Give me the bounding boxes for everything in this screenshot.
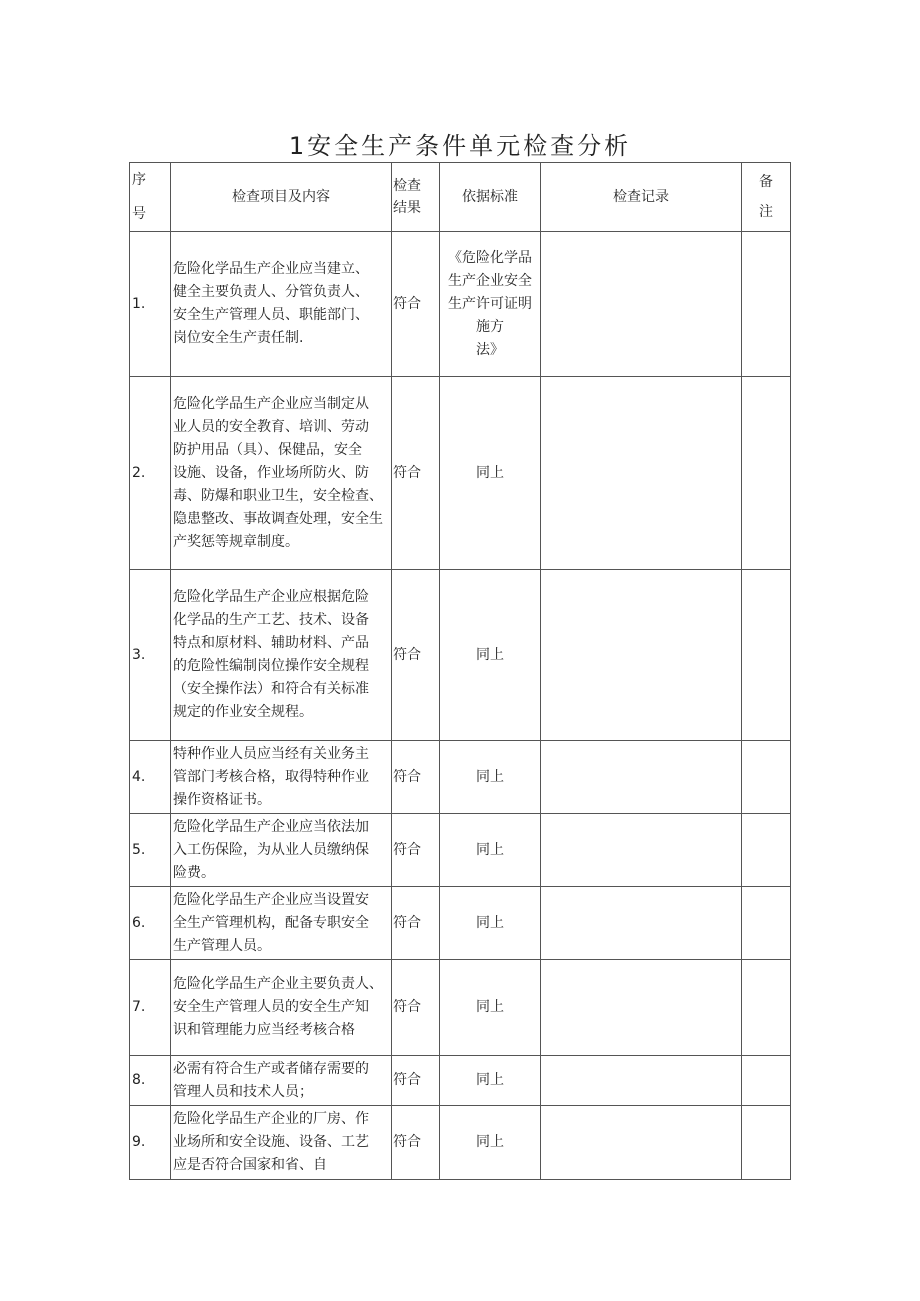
standard-line: 同上 bbox=[476, 999, 504, 1015]
item-line: 岗位安全生产责任制. bbox=[173, 330, 304, 346]
cell-item bbox=[171, 887, 392, 960]
table-header-row bbox=[130, 163, 791, 232]
cell-record bbox=[541, 1056, 742, 1106]
cell-record bbox=[541, 814, 742, 887]
cell-no: 3. bbox=[130, 570, 171, 741]
cell-no: 2. bbox=[130, 377, 171, 570]
item-line: 危险化学品生产企业应当设置安 bbox=[173, 891, 369, 908]
cell-no: 6. bbox=[130, 887, 171, 960]
cell-item bbox=[171, 570, 392, 741]
item-line: 全生产管理机构，配备专职安全 bbox=[173, 914, 369, 931]
standard-line: 同上 bbox=[476, 1072, 504, 1088]
cell-result: 符合 bbox=[392, 960, 440, 1056]
item-line: 产奖惩等规章制度。 bbox=[173, 533, 299, 550]
cell-standard bbox=[440, 377, 541, 570]
item-line: 危险化学品生产企业应当制定从 bbox=[173, 395, 369, 412]
standard-line: 同上 bbox=[476, 841, 504, 858]
standard-line: 《危险化学品 bbox=[448, 249, 532, 266]
table-row bbox=[130, 814, 791, 887]
cell-item bbox=[171, 1106, 392, 1180]
header-record: 检查记录 bbox=[541, 163, 742, 232]
item-line: 毒、防爆和职业卫生，安全检查、 bbox=[173, 487, 383, 504]
cell-item bbox=[171, 232, 392, 377]
header-standard: 依据标准 bbox=[440, 163, 541, 232]
cell-standard bbox=[440, 1056, 541, 1106]
item-line: 生产管理人员。 bbox=[173, 937, 271, 954]
standard-line: 同上 bbox=[476, 914, 504, 931]
cell-note bbox=[742, 1056, 791, 1106]
cell-record bbox=[541, 377, 742, 570]
item-line: 必需有符合生产或者储存需要的 bbox=[173, 1060, 369, 1077]
cell-item bbox=[171, 1056, 392, 1106]
cell-item bbox=[171, 814, 392, 887]
cell-record bbox=[541, 232, 742, 377]
cell-result: 符合 bbox=[392, 232, 440, 377]
item-line: 识和管理能力应当经考核合格 bbox=[173, 1022, 355, 1038]
item-line: 业场所和安全设施、设备、工艺 bbox=[173, 1134, 369, 1150]
item-line: 隐患整改、事故调查处理，安全生 bbox=[173, 510, 383, 527]
header-note: 备 注 bbox=[742, 163, 791, 232]
standard-line: 法》 bbox=[476, 341, 504, 358]
table-row bbox=[130, 887, 791, 960]
item-line: 危险化学品生产企业应根据危险 bbox=[173, 589, 369, 605]
inspection-table bbox=[129, 162, 791, 1180]
item-line: 危险化学品生产企业应当依法加 bbox=[173, 818, 369, 835]
cell-record bbox=[541, 1106, 742, 1180]
cell-result: 符合 bbox=[392, 377, 440, 570]
page-title: 1安全生产条件单元检查分析 bbox=[288, 132, 632, 160]
cell-no: 1. bbox=[130, 232, 171, 377]
standard-line: 同上 bbox=[476, 768, 504, 785]
standard-line: 生产企业安全 bbox=[448, 272, 532, 289]
cell-result: 符合 bbox=[392, 887, 440, 960]
table-row bbox=[130, 1056, 791, 1106]
cell-note bbox=[742, 232, 791, 377]
table-row bbox=[130, 232, 791, 377]
header-item: 检查项目及内容 bbox=[171, 163, 392, 232]
item-line: 化学品的生产工艺、技术、设备 bbox=[173, 612, 369, 628]
cell-record bbox=[541, 570, 742, 741]
standard-line: 同上 bbox=[476, 646, 504, 663]
cell-result: 符合 bbox=[392, 741, 440, 814]
cell-no: 8. bbox=[130, 1056, 171, 1106]
item-line: 管部门考核合格，取得特种作业 bbox=[173, 768, 369, 785]
item-line: 健全主要负责人、分管负责人、 bbox=[173, 284, 369, 300]
item-line: 管理人员和技术人员； bbox=[173, 1083, 313, 1100]
item-line: 危险化学品生产企业的厂房、作 bbox=[173, 1111, 369, 1127]
cell-record bbox=[541, 960, 742, 1056]
cell-standard bbox=[440, 1106, 541, 1180]
cell-note bbox=[742, 814, 791, 887]
header-result: 检查 结果 bbox=[392, 163, 440, 232]
cell-standard bbox=[440, 814, 541, 887]
item-line: 防护用品（具）、保健品，安全 bbox=[173, 441, 362, 458]
item-line: 设施、设备，作业场所防火、防 bbox=[173, 464, 369, 481]
cell-note bbox=[742, 1106, 791, 1180]
item-line: 安全生产管理人员、职能部门、 bbox=[173, 307, 369, 323]
cell-standard bbox=[440, 887, 541, 960]
cell-standard bbox=[440, 960, 541, 1056]
table-row bbox=[130, 570, 791, 741]
cell-item bbox=[171, 960, 392, 1056]
item-line: 规定的作业安全规程。 bbox=[173, 704, 313, 720]
cell-no: 9. bbox=[130, 1106, 171, 1180]
item-line: 操作资格证书。 bbox=[173, 791, 271, 808]
cell-result: 符合 bbox=[392, 814, 440, 887]
table-row bbox=[130, 960, 791, 1056]
cell-record bbox=[541, 887, 742, 960]
standard-line: 生产许可证明 bbox=[448, 295, 532, 312]
cell-note bbox=[742, 377, 791, 570]
table-row bbox=[130, 1106, 791, 1180]
cell-no: 4. bbox=[130, 741, 171, 814]
item-line: 危险化学品生产企业应当建立、 bbox=[173, 261, 369, 277]
cell-no: 5. bbox=[130, 814, 171, 887]
standard-line: 同上 bbox=[476, 1134, 504, 1150]
item-line: 入工伤保险，为从业人员缴纳保 bbox=[173, 841, 369, 858]
cell-standard bbox=[440, 232, 541, 377]
item-line: 业人员的安全教育、培训、劳动 bbox=[173, 418, 369, 435]
item-line: 特种作业人员应当经有关业务主 bbox=[173, 745, 369, 762]
cell-result: 符合 bbox=[392, 570, 440, 741]
cell-item bbox=[171, 377, 392, 570]
cell-note bbox=[742, 887, 791, 960]
cell-result: 符合 bbox=[392, 1106, 440, 1180]
item-line: 安全生产管理人员的安全生产知 bbox=[173, 999, 369, 1015]
cell-note bbox=[742, 960, 791, 1056]
cell-result: 符合 bbox=[392, 1056, 440, 1106]
item-line: 应是否符合国家和省、自 bbox=[173, 1157, 327, 1173]
header-no: 序 号 bbox=[130, 163, 171, 232]
table-row bbox=[130, 741, 791, 814]
cell-standard bbox=[440, 570, 541, 741]
standard-line: 施方 bbox=[476, 318, 504, 335]
item-line: 的危险性编制岗位操作安全规程 bbox=[173, 658, 369, 674]
item-line: 危险化学品生产企业主要负责人、 bbox=[173, 976, 383, 992]
table-row bbox=[130, 377, 791, 570]
cell-note bbox=[742, 741, 791, 814]
cell-standard bbox=[440, 741, 541, 814]
cell-note bbox=[742, 570, 791, 741]
standard-line: 同上 bbox=[476, 464, 504, 481]
item-line: 特点和原材料、辅助材料、产品 bbox=[173, 635, 369, 651]
cell-record bbox=[541, 741, 742, 814]
item-line: （安全操作法）和符合有关标准 bbox=[173, 681, 369, 697]
item-line: 险费。 bbox=[173, 864, 215, 881]
cell-no: 7. bbox=[130, 960, 171, 1056]
cell-item bbox=[171, 741, 392, 814]
